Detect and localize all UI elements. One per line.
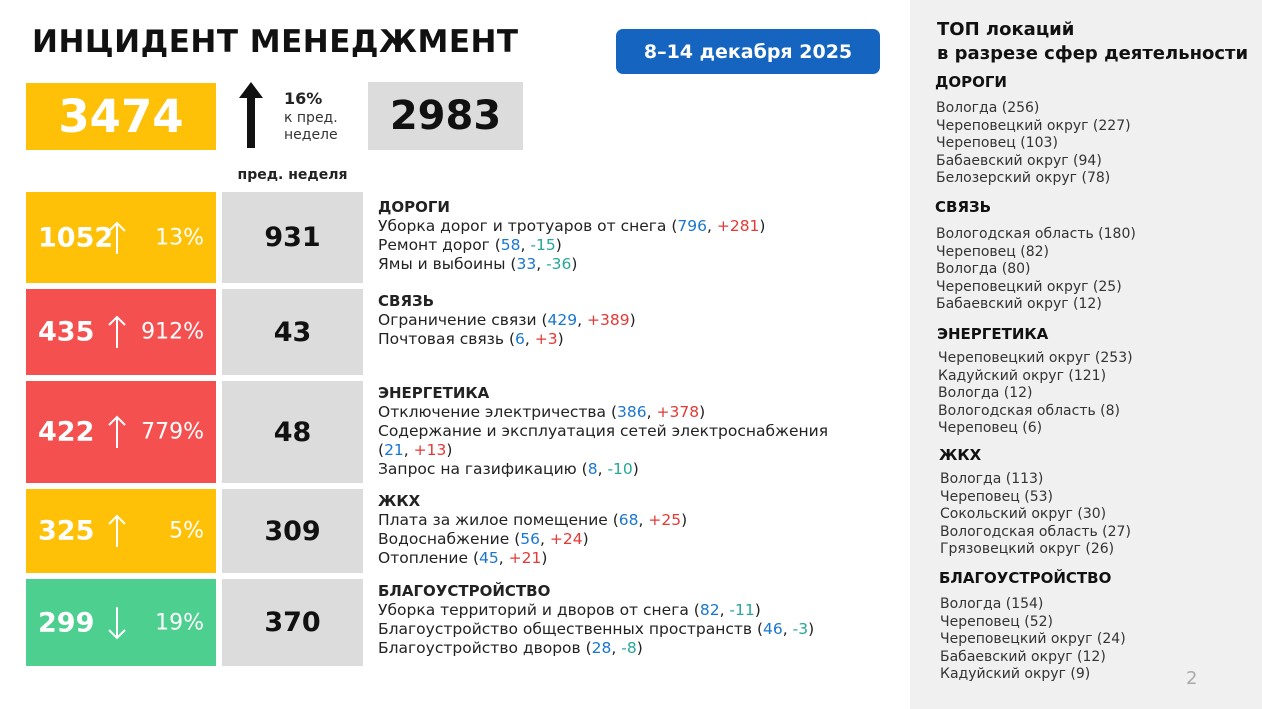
top-title-line1: ТОП локаций [937, 19, 1075, 40]
item-label: Содержание и эксплуатация сетей электроснабжения ( [378, 422, 829, 459]
total-incidents: 3474 [26, 83, 216, 150]
item-label: Уборка территорий и дворов от снега ( [378, 601, 700, 619]
item-count: 33 [516, 255, 537, 273]
category-total-box [26, 579, 216, 666]
top-group-list [938, 350, 1133, 438]
top-location-item: Вологодская область (27) [940, 523, 1131, 540]
top-location-item: Череповец (52) [940, 613, 1054, 630]
item-count: 82 [699, 601, 720, 619]
previous-week-total: 2983 [368, 82, 523, 150]
item-label: Уборка дорог и тротуаров от снега ( [378, 217, 678, 235]
item-delta: +24 [549, 530, 583, 548]
category-item: Ямы и выбоины (33, -36) [378, 255, 578, 273]
page-title: ИНЦИДЕНТ МЕНЕДЖМЕНТ [32, 24, 519, 60]
top-group-list [936, 226, 1136, 314]
item-count: 46 [763, 620, 783, 638]
category-value: 299 [38, 607, 95, 638]
category-details [378, 198, 858, 274]
category-previous-week: 931 [222, 192, 363, 283]
top-location-item: Грязовецкий округ (26) [940, 541, 1115, 558]
top-group-heading: ДОРОГИ [935, 73, 1007, 91]
category-total-box [26, 192, 216, 283]
arrow-up-icon [108, 221, 126, 255]
top-location-item: Вологодская область (180) [936, 226, 1136, 242]
top-group-list [940, 596, 1126, 684]
top-location-item: Сокольский округ (30) [940, 506, 1107, 523]
category-details [378, 292, 858, 349]
item-label: Плата за жилое помещение ( [378, 511, 619, 529]
top-location-item: Вологда (113) [940, 471, 1044, 487]
category-change-percent: 912% [141, 319, 204, 345]
category-heading: ЖКХ [378, 492, 421, 510]
category-item: Почтовая связь (6, +3) [378, 330, 564, 348]
category-total-box [26, 381, 216, 483]
top-location-item: Кадуйский округ (121) [938, 367, 1107, 384]
category-details [378, 492, 858, 568]
top-group-heading: БЛАГОУСТРОЙСТВО [939, 569, 1112, 587]
item-label: Водоснабжение ( [378, 530, 521, 548]
category-item: Ремонт дорог (58, -15) [378, 236, 562, 254]
item-label: Почтовая связь ( [378, 330, 516, 348]
top-group-heading: ЖКХ [939, 446, 982, 464]
item-label: Ограничение связи ( [378, 311, 548, 329]
top-location-item: Череповецкий округ (227) [936, 117, 1131, 134]
arrow-down-icon [108, 606, 126, 640]
category-item: Содержание и эксплуатация сетей электроснабжения (21, +13) [378, 422, 829, 459]
category-previous-week: 370 [222, 579, 363, 666]
item-delta: +25 [648, 511, 682, 529]
arrow-up-icon [108, 415, 126, 449]
top-location-item: Вологда (12) [938, 385, 1033, 402]
item-label: Отопление ( [378, 549, 480, 567]
top-location-item: Вологодская область (8) [938, 402, 1120, 419]
item-delta: +21 [508, 549, 542, 567]
change-label-line2: неделе [284, 127, 338, 143]
top-group-heading: СВЯЗЬ [935, 198, 992, 216]
item-delta: -8 [621, 639, 637, 657]
arrow-up-icon [108, 514, 126, 548]
category-change-percent: 19% [155, 610, 204, 635]
change-percent: 16% [284, 89, 323, 108]
top-location-item: Бабаевский округ (94) [936, 152, 1102, 169]
item-count: 386 [617, 403, 647, 421]
category-item: Благоустройство дворов (28, -8) [378, 639, 643, 657]
category-change-percent: 5% [169, 518, 204, 544]
change-label-line1: к пред. [284, 110, 338, 126]
top-location-item: Бабаевский округ (12) [936, 296, 1102, 313]
previous-week-label: пред. неделя [237, 167, 348, 183]
item-delta: -10 [607, 460, 633, 478]
category-total-box [26, 289, 216, 375]
category-previous-week: 309 [222, 489, 363, 573]
item-count: 21 [384, 441, 404, 459]
item-delta: +378 [656, 403, 700, 421]
item-label: Благоустройство общественных пространств ( [378, 620, 764, 638]
category-heading: ЭНЕРГЕТИКА [378, 384, 490, 402]
item-delta: -36 [546, 255, 572, 273]
top-location-item: Белозерский округ (78) [936, 170, 1111, 187]
category-item: Отопление (45, +21) [378, 549, 548, 567]
category-previous-week: 43 [222, 289, 363, 375]
item-count: 429 [547, 311, 578, 329]
category-item: Водоснабжение (56, +24) [378, 530, 589, 548]
item-delta: -15 [530, 236, 556, 254]
item-count: 6 [515, 330, 525, 348]
category-change-percent: 779% [141, 419, 204, 445]
item-delta: -3 [792, 620, 809, 638]
item-label: Благоустройство дворов ( [378, 639, 592, 657]
category-item: Отключение электричества (386, +378) [378, 403, 706, 421]
category-item: Уборка территорий и дворов от снега (82, -11) [378, 601, 761, 619]
top-location-item: Вологда (80) [936, 261, 1031, 278]
item-count: 8 [587, 460, 598, 478]
category-previous-week: 48 [222, 381, 363, 483]
top-location-item: Череповец (103) [936, 135, 1058, 152]
item-label: Отключение электричества ( [378, 403, 618, 421]
item-label: Ремонт дорог ( [378, 236, 501, 254]
top-group-list [936, 100, 1131, 188]
top-location-item: Череповец (53) [940, 488, 1054, 505]
category-item: Уборка дорог и тротуаров от снега (796, +281) [378, 217, 766, 235]
category-value: 422 [38, 416, 95, 448]
item-label: Ямы и выбоины ( [378, 255, 517, 273]
item-delta: +3 [534, 330, 558, 348]
item-count: 68 [618, 511, 639, 529]
category-change-percent: 13% [155, 225, 204, 250]
category-value: 325 [38, 515, 95, 547]
top-locations-title [937, 18, 1248, 66]
category-heading: БЛАГОУСТРОЙСТВО [378, 582, 551, 600]
category-details [378, 384, 858, 479]
category-total-box [26, 489, 216, 573]
top-group-list [940, 471, 1131, 559]
item-label: Запрос на газификацию ( [378, 460, 588, 478]
category-value: 1052 [38, 222, 114, 253]
arrow-up-icon [238, 82, 264, 148]
top-location-item: Череповецкий округ (253) [938, 350, 1133, 366]
item-delta: +13 [413, 441, 447, 459]
item-count: 796 [677, 217, 707, 235]
top-group-heading: ЭНЕРГЕТИКА [937, 325, 1049, 343]
top-location-item: Вологда (154) [940, 596, 1044, 612]
category-item: Запрос на газификацию (8, -10) [378, 460, 639, 478]
top-location-item: Бабаевский округ (12) [940, 648, 1106, 665]
category-item: Плата за жилое помещение (68, +25) [378, 511, 688, 529]
item-delta: -11 [729, 601, 755, 619]
item-count: 56 [520, 530, 540, 548]
item-count: 28 [591, 639, 612, 657]
top-location-item: Вологда (256) [936, 100, 1040, 116]
top-location-item: Череповец (82) [936, 243, 1050, 260]
category-heading: ДОРОГИ [378, 198, 450, 216]
item-count: 58 [500, 236, 521, 254]
top-title-line2: в разрезе сфер деятельности [937, 43, 1249, 64]
item-delta: +281 [716, 217, 760, 235]
page-number: 2 [1186, 668, 1198, 689]
category-value: 435 [38, 316, 95, 348]
item-delta: +389 [586, 311, 630, 329]
category-item: Ограничение связи (429, +389) [378, 311, 636, 329]
category-heading: СВЯЗЬ [378, 292, 435, 310]
arrow-up-icon [108, 315, 126, 349]
top-location-item: Череповецкий округ (25) [936, 278, 1122, 295]
item-count: 45 [479, 549, 499, 567]
category-item: Благоустройство общественных пространств (46, -3) [378, 620, 815, 638]
top-location-item: Череповец (6) [938, 420, 1043, 437]
date-range-badge: 8–14 декабря 2025 [616, 29, 880, 74]
category-details [378, 582, 858, 658]
top-location-item: Череповецкий округ (24) [940, 631, 1126, 648]
top-location-item: Кадуйский округ (9) [940, 666, 1091, 683]
